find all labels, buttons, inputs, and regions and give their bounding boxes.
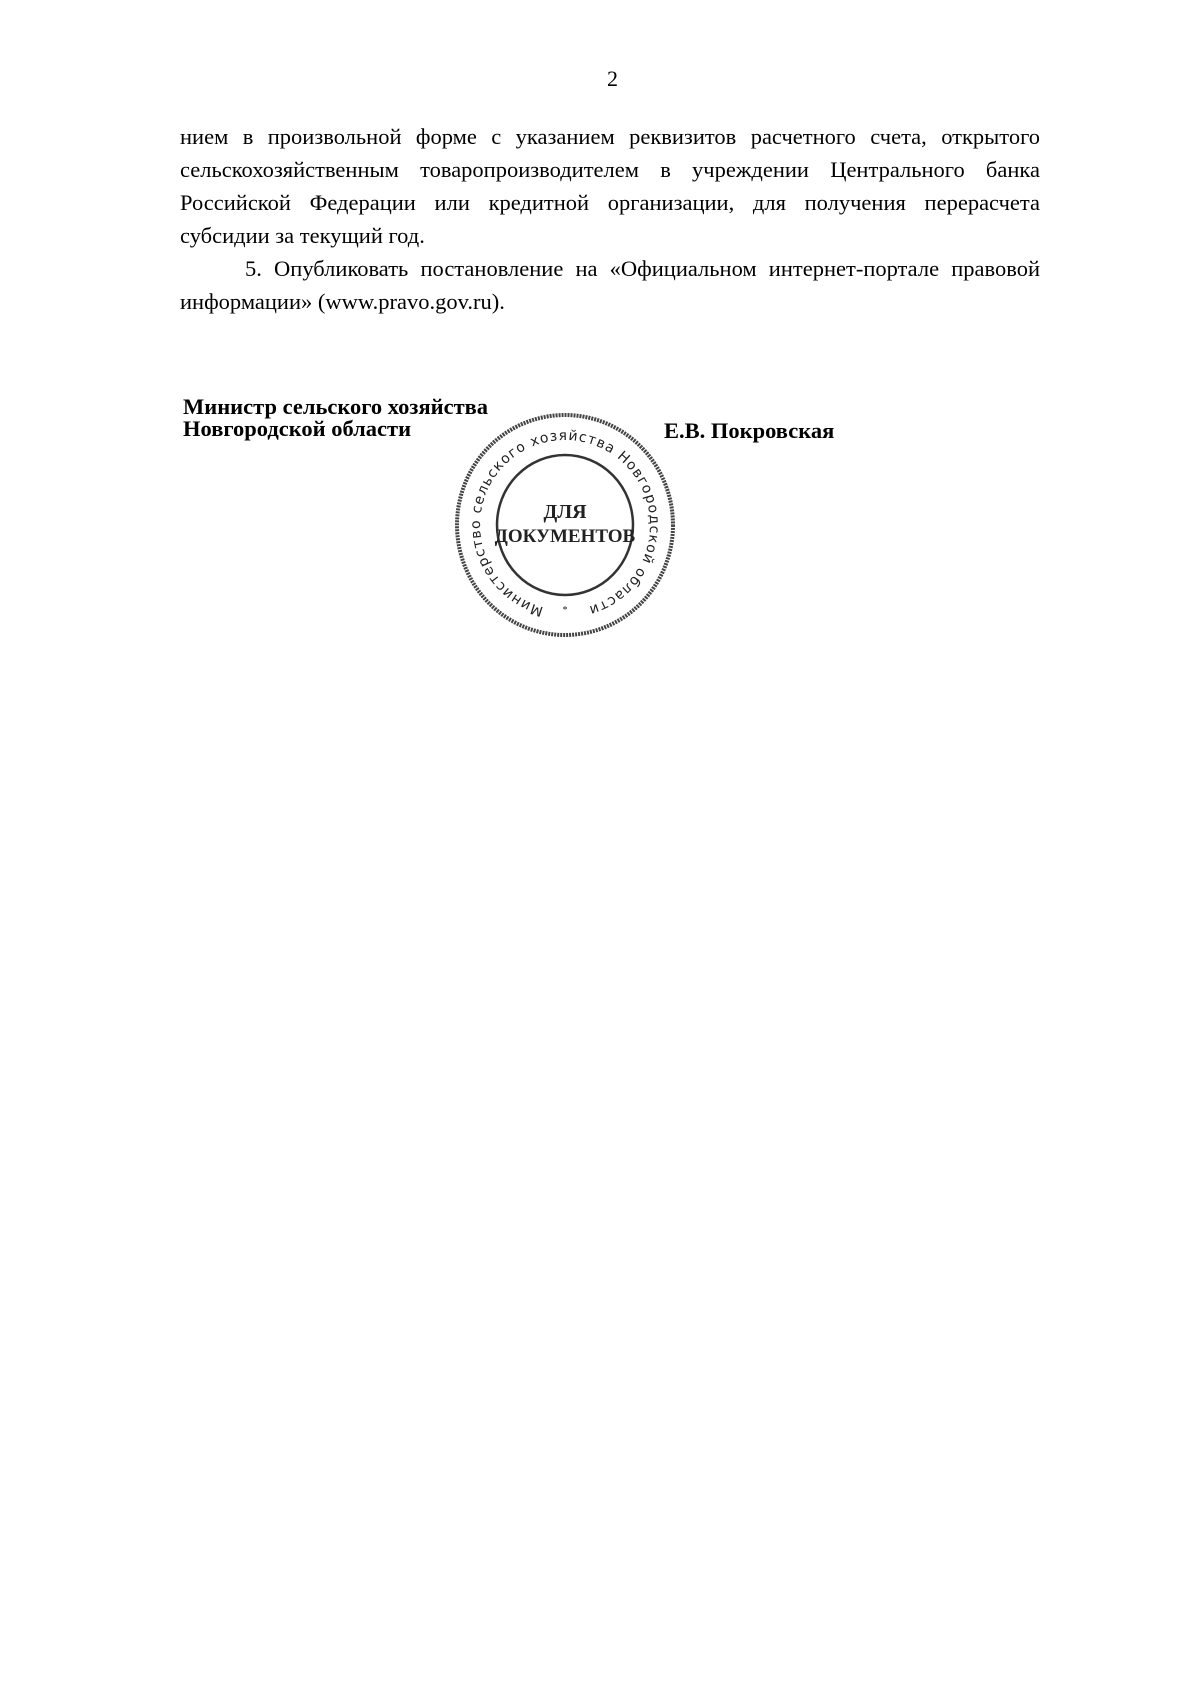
signatory-title [183,396,488,440]
paragraph-continuation: нием в произвольной форме с указанием реквизитов расчетного счета, открытого сельскохозяйственным товаропроизводителем в учреждении Центрального банка Российской Федерации или кредитной организации, для получения перерасчета субсидии за текущий год. [180,124,1040,248]
signatory-title-line2: Новгородской области [183,416,412,441]
signatory-name: Е.В. Покровская [664,418,835,443]
stamp-star-icon: * [562,605,568,616]
official-stamp [452,410,678,640]
page-number: 2 [607,66,618,91]
stamp-ring-text: Министерство сельского хозяйства Новгородской области [468,427,663,619]
paragraph-item-5: 5. Опубликовать постановление на «Официальном интернет-портале правовой информации» (www.pravo.gov.ru). [180,256,1040,314]
stamp-center-line1: ДЛЯ [543,501,587,523]
stamp-center-line2: ДОКУМЕНТОВ [494,526,636,547]
signatory-title-line1: Министр сельского хозяйства [183,394,489,419]
document-body [180,120,1040,318]
